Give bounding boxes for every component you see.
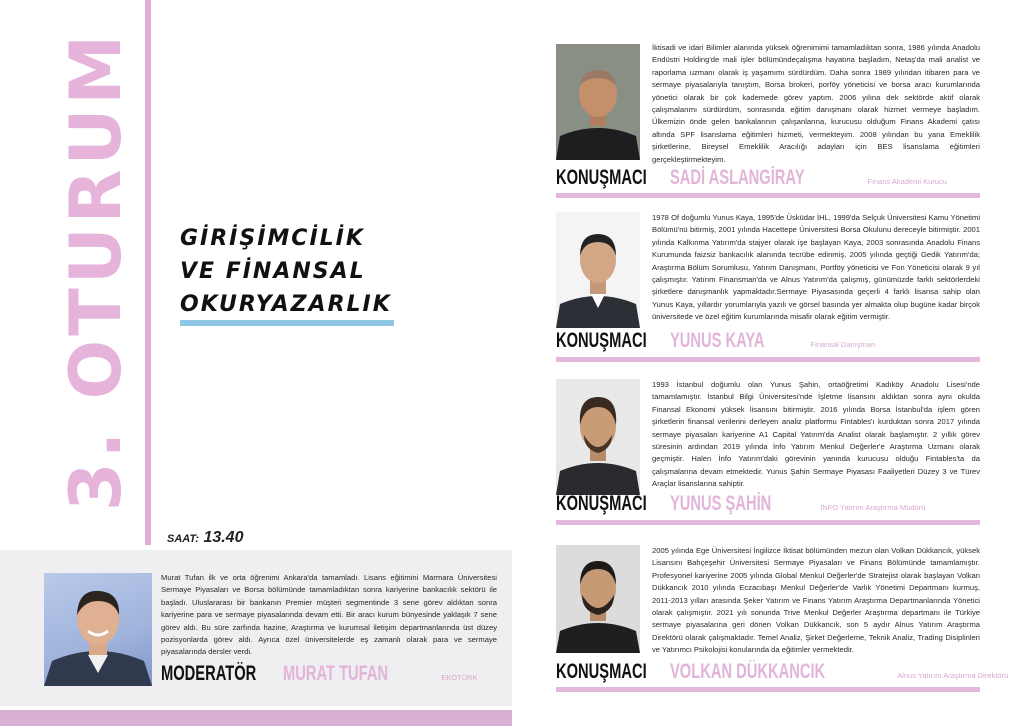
speaker-divider-2: [556, 357, 980, 362]
bottom-bar: [0, 710, 512, 726]
speaker-affiliation-3: İNFO Yatırım Araştırma Müdürü: [820, 503, 926, 512]
session-time: [167, 529, 243, 547]
moderator-photo: [44, 573, 152, 686]
title-line-1: GİRİŞİMCİLİK: [180, 226, 365, 251]
moderator-name-row: [161, 662, 477, 686]
speaker-divider-3: [556, 520, 980, 525]
time-label: SAAT:: [167, 533, 199, 545]
speaker-name-3: YUNUS ŞAHİN: [669, 492, 771, 515]
speaker-affiliation-2: Finansal Danışman: [810, 340, 876, 349]
speaker-role-2: KONUŞMACI: [556, 329, 647, 352]
speaker-name-row-2: [556, 329, 875, 353]
speaker-photo-3: [556, 379, 640, 495]
speaker-photo-2: [556, 212, 640, 328]
moderator-bio: Murat Tufan ilk ve orta öğrenimi Ankara'da tamamladı. Lisans eğitimini Marmara Üniversitesi Sermaye Piyasaları ve Borsa bölümünde tamamladıktan sonra kariyerine bankacılık sektörü ile başladı. Uluslararası bir bankanın Premier müşteri segmentinde 3 sene görev aldıktan sonra kariyerine para ve sermaye piyasalarında devam etti. Bir aracı kurum bünyesinde yaklaşık 7 sene görev aldı. Bu süre zarfında hazine, Araştırma ve kurumsal iletişim departmanlarında üst düzey pozisyonlarda görev aldı. Ayrıca özel üniversitelerde eş zamanlı olarak para ve sermaye piyasalarında dersler verdi.: [161, 573, 497, 657]
speaker-photo-1: [556, 44, 640, 160]
time-value: 13.40: [203, 529, 244, 546]
session-number-label: [54, 30, 138, 512]
session-title: [180, 222, 420, 321]
title-underline: [180, 320, 394, 326]
speaker-divider-1: [556, 193, 980, 198]
speaker-affiliation-1: Finans Akademi Kurucu: [867, 177, 947, 186]
speaker-bio-3: 1993 İstanbul doğumlu olan Yunus Şahin, ortaöğretimi Kadıköy Anadolu Lisesi'nde tamamlamıştır. İstanbul Bilgi Üniversitesi'nde İşletme lisansını aldıktan sonra aynı okulda Finansal Ekonomi yüksek lisansını bitirmiştir. 2016 yılında Borsa İstanbul'da işlem gören şirketlerin finansal verilerini derleyen analiz platformu Fintables'ı kurduktan sonra 2017 yılında sermaye piyasaları kariyerine A1 Capital Yatırım'da Analist olarak başlamıştır. 2 yıllık görev süresinin ardından 2019 yılında İnfo Yatırım Menkul Değerler'e Araştırma Uzmanı olarak geçmiştir. Halen İnfo Yatırım'daki görevinin yanında kurucusu olduğu Fintables'ta da çalışmalarına devam etmektedir. Yunus Şahin Sermaye Piyasası Faaliyetleri Düzey 3 ve Türev Araçlar lisanslarına sahiptir.: [652, 380, 980, 489]
session-label-text: 3. OTURUM: [55, 30, 138, 512]
vertical-divider: [145, 0, 151, 545]
moderator-name: MURAT TUFAN: [283, 662, 389, 685]
speaker-name-4: VOLKAN DÜKKANCIK: [669, 660, 825, 683]
speaker-affiliation-4: Alnus Yatırım Araştırma Direktörü: [897, 671, 1009, 680]
speaker-bio-2: 1978 Of doğumlu Yunus Kaya, 1995'de Üsküdar İHL, 1999'da Selçuk Üniversitesi Kamu Yönetimi Bölümü'nü bitirmiş, 2001 yılında Hacettepe Üniversitesi Borsa Okulunu dereceyle bitirmiştir. 2001 yılında Kalkınma Yatırım'da stajyer olarak işe başlayan Kaya, 2003 sonrasında Anadolu Finans Kurumunda faizsiz bankacılık alanında tecrübe edinmiş, 2005 yılında geçtiği Gedik Yatırım'da; Araştırma Bölüm Sorumlusu, Yatırım Danışmanı, Portföy yöneticisi ve Fon Yöneticisi olarak 9 yıl çalışmıştır. Yatırım Finansman'da ve Alnus Yatırım'da çalışmış, günümüzde farklı sektörlerdeki şirketlere danışmanlık yapmaktadır.Sermaye Piyasasında geçerli 4 farklı lisansa sahip olan Yunus Kaya, yıllardır yorumlarıyla yazılı ve görsel basında yer almakta olup bugüne kadar birçok üniversitede ve özel eğitim kurumlarında misafir olarak eğitim vermiştir.: [652, 213, 980, 322]
moderator-role: MODERATÖR: [161, 662, 257, 685]
speaker-name-2: YUNUS KAYA: [669, 329, 764, 352]
speaker-name-row-3: [556, 492, 925, 516]
speaker-bio-4: 2005 yılında Ege Üniversitesi İngilizce İktisat bölümünden mezun olan Volkan Dükkancık, yüksek Lisansını Bahçeşehir Üniversitesi Sermaye Piyasaları ve Finans Bölümünde tamamlamıştır. Profesyonel kariyerine 2005 yılında Global Menkul Değerler'de Stratejist olarak başlayan Volkan Dükkancık 2010 yılında Eczacıbaşı Menkul Değerler'de Varlık Yönetimi Departmanı kurmuş, 2011-2013 yılları arasında Şeker Yatırım ve Finans Yatırım Araştırma Departmanlarında Yönetici olarak çalışmıştır. 2021 yılı sonunda Trive Menkul Değerler Araştırma departmanı ile Türkiye sermaye piyasalarına geri dönen Volkan Dükkancık, son 5 aydır Alnus Yatırım Araştırma Direktörü olarak çalışmaktadır. Temel Analiz, Şirket Değerleme, Teknik Analiz, Trading Disiplinleri ve Yatırımcı Psikolojisi konularında da eğitimler vermektedir.: [652, 546, 980, 655]
speaker-name-row-4: [556, 660, 1008, 684]
title-line-3: OKURYAZARLIK: [180, 292, 392, 317]
title-line-2: VE FİNANSAL: [180, 259, 366, 284]
speaker-role-1: KONUŞMACI: [556, 166, 647, 189]
moderator-affiliation: EKOTÜRK: [441, 673, 478, 682]
speaker-role-4: KONUŞMACI: [556, 660, 647, 683]
speaker-divider-4: [556, 687, 980, 692]
speaker-name-1: SADİ ASLANGİRAY: [669, 166, 804, 189]
speaker-name-row-1: [556, 166, 947, 190]
speaker-bio-1: İktisadi ve idari Bilimler alanında yüksek öğrenimimi tamamladıktan sonra, 1986 yılında Anadolu Endüstri Holding'de mali işler bölümündeçalışma hayatına başladım, Netaş'da mali analist ve raporlama uzmanı olarak iş yaşamımı sürdürdüm. Daha sonra 1989 yılından itibaren para ve sermaye piyasalarıyla tanıştım, Borsa brokeri, porföy yöneticisi ve borsa aracı kurumlarında yönetici olarak bir çok kademede görev yaptım. 2006 yılına dek sektörde aktif olarak çalışmalarımı sürdürdüm, sonrasında eğitim danışmanı olarak hizmet vermeye başladım. Ülkemizin önde gelen bankalarının çalışanlarına, kurucusu olduğum Finans Akademi çatısı altında SPF lisanslama eğitimleri hizmeti, vermekteyim. 2008 yılından bu yana Emeklilik şirketlerine, Bireysel Emeklilik Aracılığı adayları için BES lisanslama eğitimleri gerçekleştirmekteyim.: [652, 43, 980, 164]
speaker-photo-4: [556, 545, 640, 661]
speaker-role-3: KONUŞMACI: [556, 492, 647, 515]
